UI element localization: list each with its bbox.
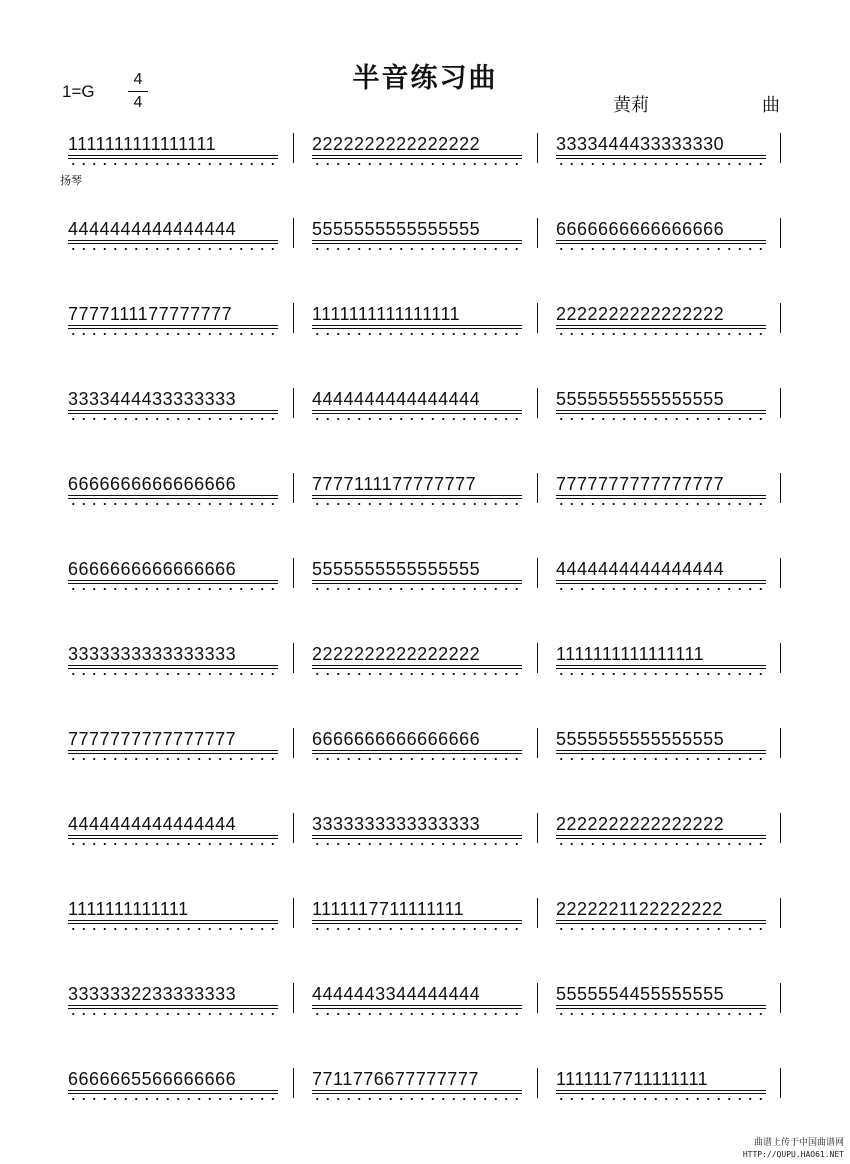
measure-notes: 6666666666666666 [68, 474, 237, 494]
score-row [0, 898, 850, 938]
measure-notes: 1111111111111111 [312, 304, 461, 324]
measure [312, 643, 522, 683]
beam-line [312, 580, 522, 581]
barline [780, 473, 781, 503]
measure-notes: 7777111177777777 [312, 474, 477, 494]
measure [556, 558, 766, 598]
composer-name: 黄莉 [613, 95, 649, 116]
beam-line [312, 325, 522, 326]
measure-notes: 6666666666666666 [556, 219, 725, 239]
beam-line [312, 158, 522, 159]
barline [780, 1068, 781, 1098]
measure-notes: 1111117711111111 [312, 899, 465, 919]
beam-line [556, 1008, 766, 1009]
beam-line [312, 753, 522, 754]
measure [68, 473, 278, 513]
beam-line [68, 1090, 278, 1091]
beam-line [312, 155, 522, 156]
measure [68, 303, 278, 343]
beam-line [312, 328, 522, 329]
barline [293, 813, 294, 843]
barline [537, 643, 538, 673]
octave-dots [312, 331, 522, 337]
barline [537, 388, 538, 418]
score-row [0, 983, 850, 1023]
beam-line [68, 580, 278, 581]
beam-line [68, 410, 278, 411]
measure [312, 388, 522, 428]
beam-line [68, 923, 278, 924]
barline [537, 983, 538, 1013]
watermark-url: HTTP://QUPU.HAO61.NET [742, 1150, 844, 1159]
barline [537, 218, 538, 248]
barline [780, 558, 781, 588]
barline [780, 133, 781, 163]
beam-line [556, 665, 766, 666]
beam-line [312, 1005, 522, 1006]
measure [556, 643, 766, 683]
beam-line [312, 583, 522, 584]
octave-dots [312, 671, 522, 677]
beam-line [312, 1008, 522, 1009]
octave-dots [68, 671, 278, 677]
measure-notes: 1111111111111111 [556, 644, 705, 664]
beam-line [556, 838, 766, 839]
barline [537, 898, 538, 928]
barline [780, 388, 781, 418]
octave-dots [556, 161, 766, 167]
barline [293, 643, 294, 673]
octave-dots [556, 671, 766, 677]
measure-notes: 5555555555555555 [312, 219, 481, 239]
measure [68, 728, 278, 768]
measure-notes: 1111117711111111 [556, 1069, 709, 1089]
score-row [0, 813, 850, 853]
beam-line [68, 328, 278, 329]
measure [556, 813, 766, 853]
beam-line [556, 583, 766, 584]
beam-line [312, 1093, 522, 1094]
beam-line [312, 920, 522, 921]
time-signature-top: 4 [133, 71, 143, 88]
barline [780, 983, 781, 1013]
beam-line [556, 495, 766, 496]
measure-notes: 3333332233333333 [68, 984, 237, 1004]
measure-notes: 5555554455555555 [556, 984, 725, 1004]
measure [312, 303, 522, 343]
beam-line [556, 920, 766, 921]
score-row [0, 1068, 850, 1108]
octave-dots [68, 586, 278, 592]
beam-line [68, 495, 278, 496]
measure-notes: 5555555555555555 [556, 389, 725, 409]
measure-notes: 5555555555555555 [556, 729, 725, 749]
measure [68, 133, 278, 173]
measure-notes: 4444444444444444 [68, 219, 237, 239]
measure-notes: 6666665566666666 [68, 1069, 237, 1089]
measure [556, 473, 766, 513]
beam-line [556, 325, 766, 326]
measure-notes: 4444444444444444 [68, 814, 237, 834]
octave-dots [68, 501, 278, 507]
octave-dots [556, 501, 766, 507]
octave-dots [556, 246, 766, 252]
beam-line [312, 498, 522, 499]
measure [312, 813, 522, 853]
octave-dots [556, 1011, 766, 1017]
beam-line [312, 665, 522, 666]
measure [312, 728, 522, 768]
measure [556, 1068, 766, 1108]
composer-role: 曲 [762, 95, 780, 116]
barline [537, 728, 538, 758]
beam-line [68, 1008, 278, 1009]
octave-dots [312, 161, 522, 167]
octave-dots [556, 586, 766, 592]
octave-dots [68, 1011, 278, 1017]
barline [780, 218, 781, 248]
beam-line [556, 328, 766, 329]
score-row [0, 388, 850, 428]
octave-dots [556, 416, 766, 422]
measure-notes: 2222222222222222 [556, 814, 725, 834]
beam-line [312, 835, 522, 836]
octave-dots [68, 416, 278, 422]
beam-line [68, 835, 278, 836]
measure [556, 218, 766, 258]
octave-dots [312, 926, 522, 932]
octave-dots [68, 1096, 278, 1102]
beam-line [68, 1093, 278, 1094]
measure [312, 1068, 522, 1108]
measure-notes: 2222222222222222 [556, 304, 725, 324]
beam-line [68, 1005, 278, 1006]
beam-line [556, 1005, 766, 1006]
octave-dots [556, 756, 766, 762]
measure [556, 983, 766, 1023]
watermark-site: 曲谱上传于中国曲谱网 [753, 1138, 844, 1148]
octave-dots [556, 841, 766, 847]
measure [312, 983, 522, 1023]
measure-notes: 1111111111111111 [68, 134, 217, 154]
octave-dots [556, 1096, 766, 1102]
beam-line [556, 243, 766, 244]
barline [293, 558, 294, 588]
beam-line [556, 498, 766, 499]
barline [293, 133, 294, 163]
beam-line [68, 498, 278, 499]
barline [293, 1068, 294, 1098]
barline [293, 898, 294, 928]
score-row [0, 133, 850, 173]
measure-notes: 6666666666666666 [68, 559, 237, 579]
beam-line [68, 665, 278, 666]
measure-notes: 2222221122222222 [556, 899, 723, 919]
measure-notes: 7777777777777777 [556, 474, 725, 494]
barline [780, 643, 781, 673]
octave-dots [312, 416, 522, 422]
measure [68, 983, 278, 1023]
key-signature: 1=G [62, 82, 95, 101]
beam-line [312, 495, 522, 496]
beam-line [68, 753, 278, 754]
score-row [0, 303, 850, 343]
octave-dots [312, 586, 522, 592]
measure [556, 133, 766, 173]
measure [556, 303, 766, 343]
measure-notes: 3333333333333333 [312, 814, 481, 834]
barline [537, 558, 538, 588]
watermark [743, 1138, 844, 1160]
beam-line [68, 838, 278, 839]
score-row [0, 728, 850, 768]
beam-line [68, 240, 278, 241]
measure [312, 133, 522, 173]
score-title: 半音练习曲 [352, 63, 498, 94]
barline [780, 303, 781, 333]
beam-line [556, 750, 766, 751]
time-signature-bottom: 4 [133, 94, 143, 111]
measure-notes: 7777111177777777 [68, 304, 233, 324]
barline [293, 218, 294, 248]
score-row [0, 218, 850, 258]
measure [556, 898, 766, 938]
octave-dots [68, 756, 278, 762]
beam-line [68, 325, 278, 326]
beam-line [312, 838, 522, 839]
measure-notes: 2222222222222222 [312, 644, 481, 664]
beam-line [68, 750, 278, 751]
measure [312, 473, 522, 513]
measure [312, 218, 522, 258]
beam-line [68, 668, 278, 669]
measure [68, 218, 278, 258]
measure-notes: 4444444444444444 [556, 559, 725, 579]
beam-line [68, 583, 278, 584]
beam-line [312, 750, 522, 751]
octave-dots [68, 246, 278, 252]
measure [68, 898, 278, 938]
beam-line [556, 835, 766, 836]
octave-dots [68, 331, 278, 337]
measure [68, 388, 278, 428]
measure-notes: 1111111111111 [68, 899, 189, 919]
measure-notes: 2222222222222222 [312, 134, 481, 154]
beam-line [68, 158, 278, 159]
measure [312, 558, 522, 598]
beam-line [68, 413, 278, 414]
barline [537, 813, 538, 843]
octave-dots [312, 1096, 522, 1102]
barline [537, 133, 538, 163]
octave-dots [312, 246, 522, 252]
measure-notes: 4444443344444444 [312, 984, 481, 1004]
measure-notes: 5555555555555555 [312, 559, 481, 579]
barline [537, 473, 538, 503]
measure-notes: 3333333333333333 [68, 644, 237, 664]
measure [556, 728, 766, 768]
barline [293, 983, 294, 1013]
barline [780, 813, 781, 843]
score-row [0, 558, 850, 598]
measure-notes: 7711776677777777 [312, 1069, 479, 1089]
measure [68, 1068, 278, 1108]
octave-dots [556, 926, 766, 932]
barline [537, 1068, 538, 1098]
beam-line [556, 413, 766, 414]
beam-line [556, 753, 766, 754]
octave-dots [556, 331, 766, 337]
beam-line [556, 923, 766, 924]
measure [68, 643, 278, 683]
barline [293, 473, 294, 503]
measure-notes: 3333444433333333 [68, 389, 237, 409]
octave-dots [312, 501, 522, 507]
instrument-label: 扬琴 [60, 174, 82, 187]
score-row [0, 643, 850, 683]
beam-line [68, 920, 278, 921]
beam-line [312, 923, 522, 924]
measure [556, 388, 766, 428]
beam-line [312, 240, 522, 241]
measure [68, 558, 278, 598]
barline [293, 388, 294, 418]
beam-line [312, 410, 522, 411]
beam-line [556, 155, 766, 156]
barline [537, 303, 538, 333]
measure [68, 813, 278, 853]
measure [312, 898, 522, 938]
beam-line [556, 1093, 766, 1094]
octave-dots [312, 1011, 522, 1017]
octave-dots [312, 841, 522, 847]
measure-notes: 6666666666666666 [312, 729, 481, 749]
measure-notes: 7777777777777777 [68, 729, 237, 749]
beam-line [556, 410, 766, 411]
octave-dots [68, 926, 278, 932]
barline [780, 728, 781, 758]
barline [293, 303, 294, 333]
measure-notes: 3333444433333330 [556, 134, 725, 154]
measure-notes: 4444444444444444 [312, 389, 481, 409]
octave-dots [68, 161, 278, 167]
barline [293, 728, 294, 758]
score-row [0, 473, 850, 513]
beam-line [312, 413, 522, 414]
beam-line [556, 1090, 766, 1091]
beam-line [68, 155, 278, 156]
beam-line [312, 243, 522, 244]
beam-line [556, 668, 766, 669]
beam-line [556, 580, 766, 581]
beam-line [556, 158, 766, 159]
octave-dots [68, 841, 278, 847]
beam-line [312, 668, 522, 669]
barline [780, 898, 781, 928]
beam-line [556, 240, 766, 241]
beam-line [68, 243, 278, 244]
octave-dots [312, 756, 522, 762]
beam-line [312, 1090, 522, 1091]
